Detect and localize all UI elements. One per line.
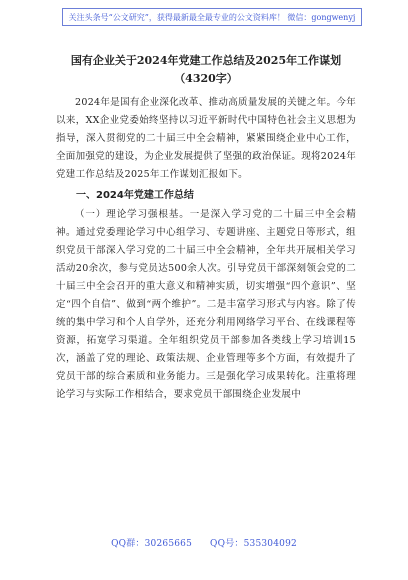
footer-qq-group: QQ群：30265665 [111, 539, 193, 549]
intro-paragraph: 2024年是国有企业深化改革、推动高质量发展的关键之年。今年以来，XX企业党委始终坚持以习近平新时代中国特色社会主义思想为指导，深入贯彻党的二十届三中全会精神，紧紧围绕企业中心工作，全面加强党的建设，为企业发展提供了坚强的政治保证。现将2024年党建工作总结及2025年工作谋划汇报如下。 [56, 97, 356, 180]
section-heading-1: 一、2024年党建工作总结 [76, 190, 194, 201]
banner-text: 关注头条号“公文研究”，获得最新最全最专业的公文资料库！ 微信：gongwenyj [68, 12, 356, 22]
top-banner [62, 8, 362, 26]
word-count: （4320字） [174, 72, 238, 85]
section-1-paragraph: （一）理论学习强根基。一是深入学习党的二十届三中全会精神。通过党委理论学习中心组学习、专题讲座、主题党日等形式，组织党员干部深入学习党的二十届三中全会精神，全年共开展相关学习活动20余次，参与党员达500余人次。引导党员干部深刻领会党的二十届三中全会召开的重大意义和精神实质，切实增强“四个意识”、坚定“四个自信”、做到“两个维护”。二是丰富学习形式与内容。除了传统的集中学习和个人自学外，还充分利用网络学习平台、在线课程等资源，拓宽学习渠道。全年组织党员干部参加各类线上学习培训15次，涵盖了党的理论、政策法规、企业管理等多个方面，有效提升了党员干部的综合素质和业务能力。三是强化学习成果转化。注重将理论学习与实际工作相结合，要求党员干部围绕企业发展中 [56, 209, 356, 400]
footer-qq-number: QQ号：535304092 [210, 539, 297, 549]
document-title: 国有企业关于2024年党建工作总结及2025年工作谋划 [70, 54, 342, 67]
document-body [56, 52, 356, 404]
footer-contact [0, 536, 408, 549]
